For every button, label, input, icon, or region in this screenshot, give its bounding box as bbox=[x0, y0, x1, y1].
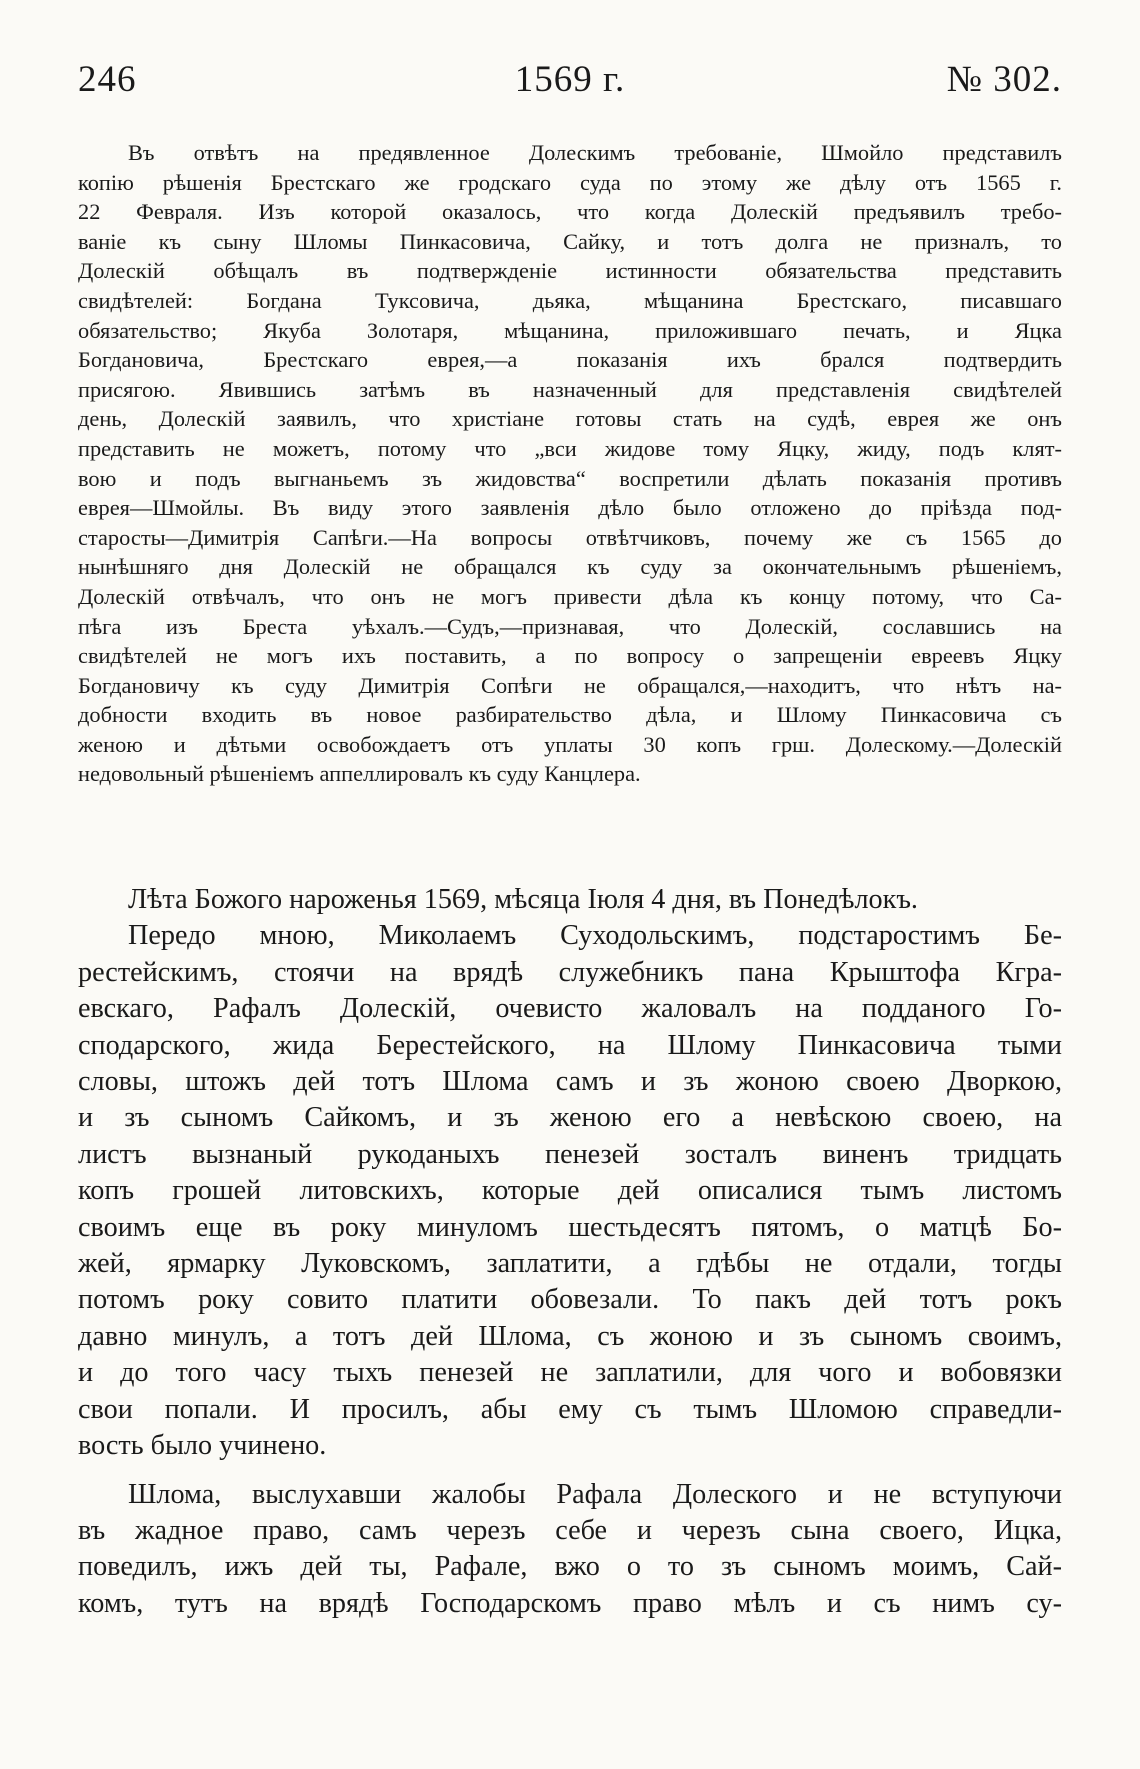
summary-line: нынѣшняго дня Долескій не обращался къ суду за окончательнымъ рѣшеніемъ, bbox=[78, 554, 1062, 580]
body-line: жей, ярмарку Луковскомъ, заплатити, а гдѣбы не отдали, тогды bbox=[78, 1248, 1062, 1280]
body-line: копъ грошей литовскихъ, которые дей описалися тымъ листомъ bbox=[78, 1175, 1062, 1207]
summary-line: недовольный рѣшеніемъ аппеллировалъ къ суду Канцлера. bbox=[78, 761, 641, 787]
body-line: рестейскимъ, стоячи на врядѣ служебникъ пана Крыштофа Кгра- bbox=[78, 956, 1062, 988]
paragraph-gap bbox=[78, 1465, 1062, 1477]
summary-line: 22 Февраля. Изъ которой оказалось, что когда Долескій предъявилъ требо- bbox=[78, 199, 1062, 225]
body-line: Шлома, выслухавши жалобы Рафала Долеского и не вступуючи bbox=[128, 1478, 1062, 1510]
summary-line: Богдановича, Брестскаго еврея,—а показанія ихъ брался подтвердить bbox=[78, 347, 1062, 373]
body-line: сподарского, жида Берестейского, на Шлому Пинкасовича тыми bbox=[78, 1029, 1062, 1061]
summary-line: Долескій отвѣчалъ, что онъ не могъ привести дѣла къ концу потому, что Са- bbox=[78, 583, 1062, 609]
summary-line: Въ отвѣтъ на предявленное Долескимъ требованіе, Шмойло представилъ bbox=[128, 140, 1062, 165]
header-year: 1569 г. bbox=[514, 59, 626, 100]
body-line: своимъ еще въ року минуломъ шестьдесятъ пятомъ, о матцѣ Бо- bbox=[78, 1211, 1062, 1243]
summary-block bbox=[78, 138, 1062, 789]
summary-line: свидѣтелей: Богдана Туксовича, дьяка, мѣщанина Брестскаго, писавшаго bbox=[78, 287, 1062, 313]
body-line: Передо мною, Миколаемъ Суходольскимъ, подстаростимъ Бе- bbox=[128, 920, 1062, 952]
body-line: листъ вызнаный рукоданыхъ пенезей зосталъ виненъ тридцать bbox=[78, 1138, 1062, 1170]
summary-line: ваніе къ сыну Шломы Пинкасовича, Сайку, и тотъ долга не призналъ, то bbox=[78, 228, 1062, 254]
body-line: и зъ сыномъ Сайкомъ, и зъ женою его а невѣскою своею, на bbox=[78, 1102, 1062, 1134]
body-line: давно минулъ, а тотъ дей Шлома, съ жоною и зъ сыномъ своимъ, bbox=[78, 1320, 1062, 1352]
body-line: вость было учинено. bbox=[78, 1430, 327, 1462]
body-line: потомъ року совито платити обовезали. То пакъ дей тотъ рокъ bbox=[78, 1284, 1062, 1316]
summary-line: представить не можетъ, потому что „вси жидове тому Яцку, жиду, подъ клят- bbox=[78, 435, 1062, 461]
document-body bbox=[78, 882, 1062, 1622]
summary-line: добности входить въ новое разбирательство дѣла, и Шлому Пинкасовича съ bbox=[78, 702, 1062, 728]
body-line: евскаго, Рафалъ Долескій, очевисто жаловалъ на подданого Го- bbox=[78, 993, 1062, 1025]
summary-line: старосты—Димитрія Сапѣги.—На вопросы отвѣтчиковъ, почему же съ 1565 до bbox=[78, 524, 1062, 550]
summary-line: свидѣтелей не могъ ихъ поставить, а по вопросу о запрещеніи евреевъ Яцку bbox=[78, 643, 1062, 669]
body-line: свои попали. И просилъ, абы ему съ тымъ Шломою справедли- bbox=[78, 1393, 1062, 1425]
summary-line: женою и дѣтьми освобождаетъ отъ уплаты 30 копъ грш. Долескому.—Долескій bbox=[78, 731, 1062, 757]
summary-line: Богдановичу къ суду Димитрія Сопѣги не обращался,—находитъ, что нѣтъ на- bbox=[78, 672, 1062, 698]
page-header bbox=[78, 58, 1062, 118]
date-heading: Лѣта Божого нароженья 1569, мѣсяца Іюля 4 дня, въ Понедѣлокъ. bbox=[128, 884, 918, 915]
document-number: № 302. bbox=[946, 59, 1062, 100]
body-line: въ жадное право, самъ черезъ себе и черезъ сына своего, Ицка, bbox=[78, 1514, 1062, 1546]
body-line: комъ, тутъ на врядѣ Господарскомъ право мѣлъ и съ нимъ су- bbox=[78, 1587, 1062, 1619]
summary-line: день, Долескій заявилъ, что христіане готовы стать на судѣ, еврея же онъ bbox=[78, 406, 1062, 432]
page-number: 246 bbox=[78, 59, 137, 100]
summary-line: Долескій обѣщалъ въ подтвержденіе истинности обязательства представить bbox=[78, 258, 1062, 284]
body-line: поведилъ, ижъ дей ты, Рафале, вжо о то зъ сыномъ моимъ, Сай- bbox=[78, 1551, 1062, 1583]
summary-line: пѣга изъ Бреста уѣхалъ.—Судъ,—признавая, что Долескій, сославшись на bbox=[78, 613, 1062, 639]
summary-line: присягою. Явившись затѣмъ въ назначенный для представленія свидѣтелей bbox=[78, 376, 1062, 402]
summary-line: копію рѣшенія Брестскаго же гродскаго суда по этому же дѣлу отъ 1565 г. bbox=[78, 169, 1062, 195]
body-line: и до того часу тыхъ пенезей не заплатили, для чого и вобовязки bbox=[78, 1357, 1062, 1389]
body-line: словы, штожъ дей тотъ Шлома самъ и зъ жоною своею Дворкою, bbox=[78, 1066, 1062, 1098]
summary-line: вою и подъ выгнаньемъ зъ жидовства“ воспретили дѣлать показанія противъ bbox=[78, 465, 1062, 491]
summary-line: еврея—Шмойлы. Въ виду этого заявленія дѣло было отложено до пріѣзда под- bbox=[78, 495, 1062, 521]
summary-line: обязательство; Якуба Золотаря, мѣщанина, приложившаго печать, и Яцка bbox=[78, 317, 1062, 343]
